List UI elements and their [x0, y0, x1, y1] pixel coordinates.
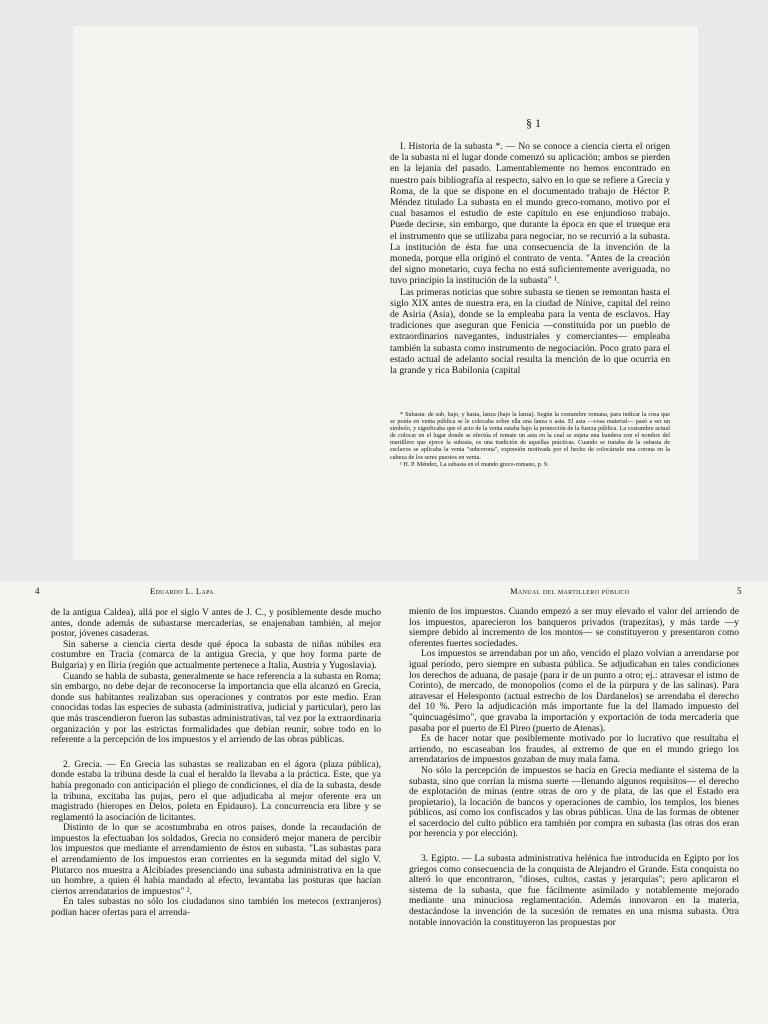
paragraph: Cuando se habla de subasta, generalmente se hace referencia a la subasta en Roma; sin embargo, no debe dejar de reconocerse la importancia que ella alcanzó en Grecia, donde sus habitantes realizaban sus operaciones y contratos por este medio. Eran conocidas todas las especies de subasta (administrativa, judicial y particular), pero las que más trascendieron fueron las subastas administrativas, tal vez por la extraordinaria organización y por las estrictas formalidades que debían reunir, sobre todo en lo referente a la percepción de los impuestos y el arriendo de las obras públicas. — [51, 671, 381, 746]
paragraph: Es de hacer notar que posiblemente motivado por lo lucrativo que resultaba el arriendo, no escaseaban los fraudes, al extremo de que en el mundo griego los arrendatarios de impuestos gozaban de muy mala fama. — [409, 734, 739, 766]
right-page-body — [409, 607, 739, 928]
footnote: * Subasta: de sub, bajo, y hasta, lanza (bajo la lanza). Según la costumbre romana, para indicar la cosa que se ponía en venta pública se le colocaba sobre ella una lanza o asta. El asta —cosa material— pasó a ser un símbolo, y significaba que el acto de la venta estaba bajo la protección de la fuerza pública. La costumbre actual de colocar en el lugar donde se efectúa el remate un asta en la cual se sujeta una bandera con el nombre del martillero que ejerce la subasta, es una tradición de aquellas prácticas. Cuando se trataba de la subasta de esclavos se aplicaba la venta "subcorona", expresión motivada por el hecho de colocársele una corona en la cabeza de los seres puestos en venta. — [390, 411, 670, 461]
paragraph: Distinto de lo que se acostumbraba en otros países, donde la recaudación de impuestos la efectuaban los soldados, Grecia no consideró mejor manera de percibir los impuestos que mediante el arrendamiento de éstos en subasta. "Las subastas para el arrendamiento de los impuestos eran corrientes en la segunda mitad del siglo V. Plutarco nos muestra a Alcibíades presenciando una subasta administrativa en la que un hombre, a quien él había mandado al efecto, levantaba las posturas que hacían ciertos arrendatarios de impuestos" ². — [51, 823, 381, 897]
paragraph: I. Historia de la subasta *. — No se conoce a ciencia cierta el origen de la subasta ni el lugar donde comenzó su aplicación; ambos se pierden en la lejanía del pasado. Lamentablemente no hemos encontrado en nuestro país bibliografía al respecto, salvo en lo que se refiere a Grecia y Roma, de la que se dispone en el documentado trabajo de Héctor P. Méndez titulado La subasta en el mundo greco-romano, motivo por el cual basamos el estudio de este capítulo en ese enjundioso trabajo. Puede decirse, sin embargo, que durante la época en que el trueque era el instrumento que se utilizaba para negociar, no se recurrió a la subasta. La institución de ésta fue una consecuencia de la invención de la moneda, porque ella originó el contrato de venta. "Antes de la creación del signo monetario, cuya fecha no está suficientemente averiguada, no tuvo principio la institución de la subasta" ¹. — [390, 141, 670, 287]
footnote: ¹ H. P. Méndez, La subasta en el mundo greco-romano, p. 9. — [400, 460, 549, 468]
running-head: Eduardo L. Lapa — [150, 586, 214, 596]
left-page-body — [51, 608, 381, 919]
page-number: 4 — [35, 586, 40, 596]
paragraph: No sólo la percepción de impuestos se hacía en Grecia mediante el sistema de la subasta, sino que corrían la misma suerte —llenando algunos requisitos— el derecho de explotación de minas (entre otras de oro y de plata, de las que el Estado era propietario), la locación de bancos y operaciones de cambio, los templos, los bienes públicos, así como los confiscados y las obras públicas. Una de las formas de obtener el sacerdocio del culto público era también por compra en subasta (las otras dos eran por herencia y por elección). — [409, 765, 739, 840]
paragraph: 3. Egipto. — La subasta administrativa helénica fue introducida en Egipto por los griegos como consecuencia de la conquista de Alejandro el Grande. Esta conquista no alteró lo que encontraron, "dioses, cultos, castas y jerarquías"; pero aplicaron el sistema de la subasta, que fue fácilmente asimilado y notablemente mejorado mediante una minuciosa reglamentación. Además innovaron en la materia, destacándose la invención de la sucesión de remates en una misma subasta. Otra notable innovación la constituyeron las propuestas por — [409, 854, 739, 928]
paragraph: Los impuestos se arrendaban por un año, vencido el plazo volvían a arrendarse por igual período, pero siempre en subasta pública. Se adjudicaban en tales condiciones los derechos de aduana, de pasaje (para ir de un punto a otro; ej.: atravesar el istmo de Corinto), de mercado, de monopolios (como el de la púrpura y de las salinas). Para atravesar el Helesponto (actual estrecho de los Dardanelos) se arrendaba el derecho del 10 %. Pero la adjudicación más importante fue la del llamado impuesto del "quincuagésimo", que gravaba la importación y exportación de toda mercadería que pasaba por el puerto de El Pireo (puerto de Atenas). — [409, 649, 739, 734]
paragraph: Sin saberse a ciencia cierta desde qué época la subasta de niñas núbiles era costumbre en Tracia (comarca de la antigua Grecia, y que hoy forma parte de Bulgaria) y en Iliria (región que actualmente pertenece a Italia, Austria y Yugoslavia). — [51, 639, 381, 671]
running-head: Manual del martillero público — [510, 586, 630, 596]
footnotes — [390, 411, 670, 468]
paragraph: En tales subastas no sólo los ciudadanos sino también los metecos (extranjeros) podían hacer ofertas para el arrenda- — [51, 897, 381, 919]
page-number: 5 — [737, 586, 742, 596]
paragraph: 2. Grecia. — En Grecia las subastas se realizaban en el ágora (plaza pública), donde estaba la tribuna desde la cual el heraldo la llevaba a la práctica. Este, que ya había pregonado con anticipación el pliego de condiciones, el día de la subasta, desde la tribuna, excitaba las pujas, pero el que adjudicaba al mejor oferente era un magistrado (hieropes en Delos, poleta en Epidauro). La concurrencia era libre y se reglamentó la asociación de licitantes. — [51, 759, 381, 823]
page-gap — [0, 560, 768, 582]
paragraph: Las primeras noticias que sobre subasta se tienen se remontan hasta el siglo XIX antes de nuestra era, en la ciudad de Nínive, capital del reino de Asiria (Asia), donde se la empleaba para la venta de esclavos. Hay tradiciones que aseguran que Fenicia —constituida por un pueblo de extraordinarios navegantes, industriales y comerciantes— empleaba también la subasta como instrumento de negociación. Poco grato para el estado actual de adelanto social resulta la mención de lo que ocurría en la grande y rica Babilonia (capital — [390, 286, 670, 377]
top-page-body — [390, 141, 670, 376]
paragraph: miento de los impuestos. Cuando empezó a ser muy elevado el valor del arriendo de los impuestos, aparecieron los banqueros privados (trapezitas), y más tarde —y siempre debido al incremento de los montos— se constituyeron y presentaron como oferentes fuertes sociedades. — [409, 607, 739, 649]
section-mark: § 1 — [526, 116, 541, 130]
paragraph: de la antigua Caldea), allá por el siglo V antes de J. C., y posiblemente desde mucho antes, donde además de subastarse mercaderías, se enajenaban también, al mejor postor, jóvenes casaderas. — [51, 608, 381, 640]
